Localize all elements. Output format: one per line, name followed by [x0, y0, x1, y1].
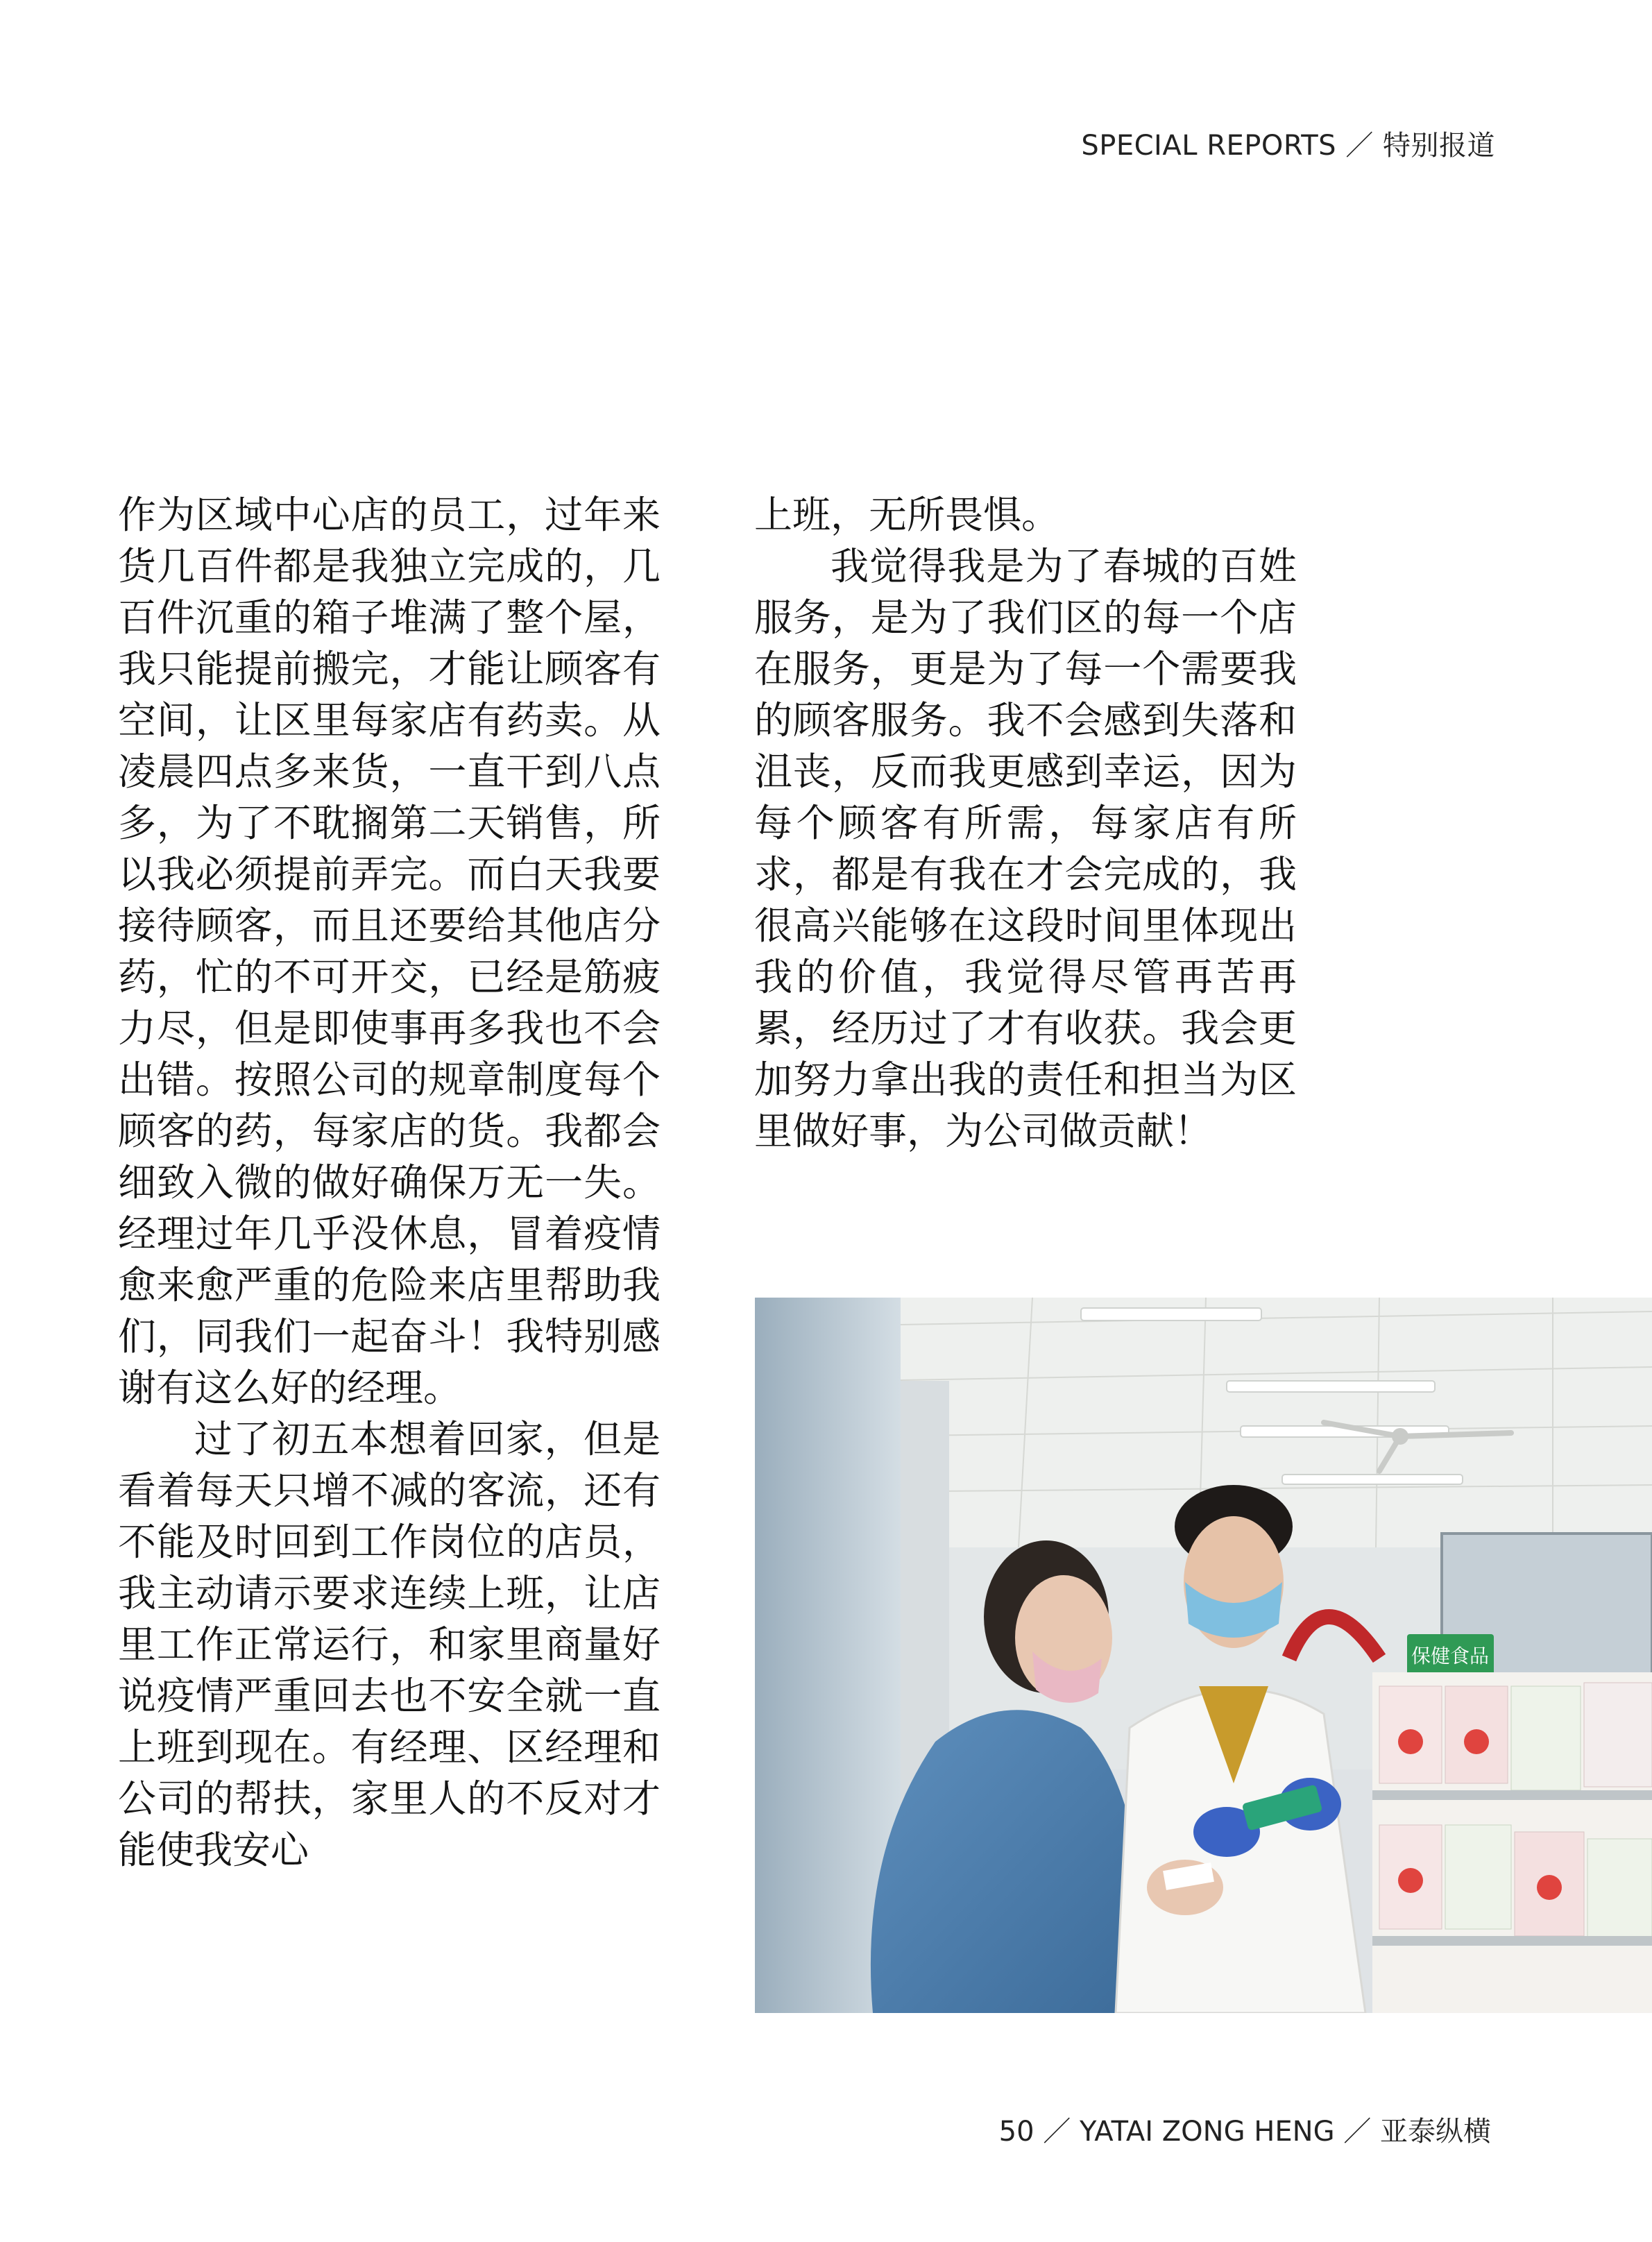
- article-paragraph: 过了初五本想着回家，但是看着每天只增不减的客流，还有不能及时回到工作岗位的店员，我主动请示要求连续上班，让店里工作正常运行，和家里商量好说疫情严重回去也不安全就一直上班到现在。有经理、区经理和公司的帮扶，家里人的不反对才能使我安心: [118, 1417, 661, 1872]
- pharmacy-photo: [755, 1298, 1652, 2013]
- section-header: SPECIAL REPORTS ／ 特别报道: [1081, 130, 1495, 162]
- sign-text: 保健食品: [1411, 1645, 1490, 1667]
- article-left-column: [118, 489, 661, 1876]
- pharmacy-photo-illustration: [755, 1298, 1652, 2013]
- article-paragraph: 上班，无所畏惧。: [754, 493, 1060, 537]
- article-paragraph: 作为区域中心店的员工，过年来货几百件都是我独立完成的，几百件沉重的箱子堆满了整个屋，我只能提前搬完，才能让顾客有空间，让区里每家店有药卖。从凌晨四点多来货，一直干到八点多，为了不耽搁第二天销售，所以我必须提前弄完。而白天我要接待顾客，而且还要给其他店分药，忙的不可开交，已经是筋疲力尽，但是即使事再多我也不会出错。按照公司的规章制度每个顾客的药，每家店的货。我都会细致入微的做好确保万无一失。经理过年几乎没休息，冒着疫情愈来愈严重的危险来店里帮助我们，同我们一起奋斗！我特别感谢有这么好的经理。: [118, 493, 661, 1410]
- article-paragraph: 我觉得我是为了春城的百姓服务，是为了我们区的每一个店在服务，更是为了每一个需要我的顾客服务。我不会感到失落和沮丧，反而我更感到幸运，因为每个顾客有所需，每家店有所求，都是有我在才会完成的，我很高兴能够在这段时间里体现出我的价值，我觉得尽管再苦再累，经历过了才有收获。我会更加努力拿出我的责任和担当为区里做好事，为公司做贡献！: [754, 544, 1297, 1153]
- page-footer: 50 ／ YATAI ZONG HENG ／ 亚泰纵横: [998, 2116, 1491, 2148]
- fan-hub: [1392, 1428, 1408, 1445]
- article-right-column: [754, 489, 1297, 1157]
